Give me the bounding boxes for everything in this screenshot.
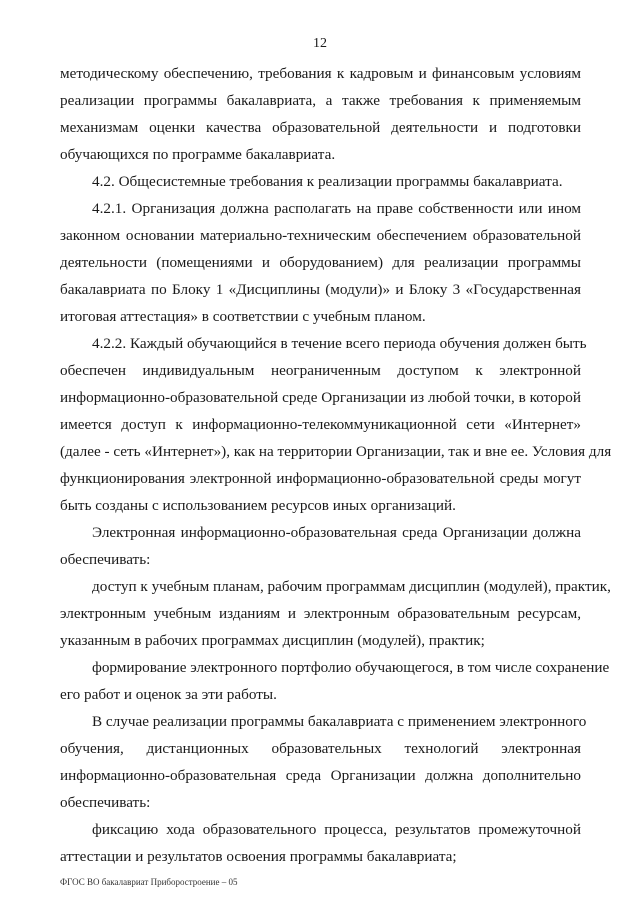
- text-line: Электронная информационно-образовательная среда Организации должна: [92, 524, 581, 541]
- text-line: быть созданы с использованием ресурсов иных организаций.: [60, 497, 456, 514]
- text-line: В случае реализации программы бакалавриата с применением электронного: [92, 713, 587, 730]
- text-line: обеспечивать:: [60, 551, 151, 568]
- text-line: обеспечивать:: [60, 794, 151, 811]
- text-line: его работ и оценок за эти работы.: [60, 686, 277, 703]
- text-line: информационно-образовательная среда Организации должна дополнительно: [60, 767, 581, 784]
- text-line: обучающихся по программе бакалавриата.: [60, 146, 336, 163]
- text-line: законном основании материально-техническим обеспечением образовательной: [60, 227, 581, 244]
- text-line: аттестации и результатов освоения программы бакалавриата;: [60, 848, 457, 865]
- text-line: обеспечен индивидуальным неограниченным доступом к электронной: [60, 362, 581, 379]
- text-line: 4.2.1. Организация должна располагать на праве собственности или ином: [92, 200, 581, 217]
- text-line: методическому обеспечению, требования к кадровым и финансовым условиям: [60, 65, 581, 82]
- text-line: (далее - сеть «Интернет»), как на территории Организации, так и вне ее. Условия для: [60, 443, 612, 460]
- text-line: итоговая аттестация» в соответствии с учебным планом.: [60, 308, 426, 325]
- section-heading: 4.2. Общесистемные требования к реализации программы бакалавриата.: [92, 173, 563, 190]
- text-line: информационно-образовательной среде Организации из любой точки, в которой: [60, 389, 581, 406]
- text-line: имеется доступ к информационно-телекоммуникационной сети «Интернет»: [60, 416, 581, 433]
- text-line: доступ к учебным планам, рабочим программам дисциплин (модулей), практик,: [92, 578, 611, 595]
- text-line: деятельности (помещениями и оборудованием) для реализации программы: [60, 254, 581, 271]
- text-line: обучения, дистанционных образовательных технологий электронная: [60, 740, 581, 757]
- text-line: функционирования электронной информационно-образовательной среды могут: [60, 470, 581, 487]
- text-line: фиксацию хода образовательного процесса, результатов промежуточной: [92, 821, 581, 838]
- text-line: электронным учебным изданиям и электронным образовательным ресурсам,: [60, 605, 581, 622]
- text-line: реализации программы бакалавриата, а также требования к применяемым: [60, 92, 581, 109]
- text-line: механизмам оценки качества образовательной деятельности и подготовки: [60, 119, 581, 136]
- page-number: 12: [313, 36, 327, 51]
- page-footer: ФГОС ВО бакалавриат Приборостроение – 05: [60, 877, 238, 887]
- text-line: 4.2.2. Каждый обучающийся в течение всего периода обучения должен быть: [92, 335, 587, 352]
- text-line: бакалавриата по Блоку 1 «Дисциплины (модули)» и Блоку 3 «Государственная: [60, 281, 581, 298]
- text-line: указанным в рабочих программах дисциплин (модулей), практик;: [60, 632, 485, 649]
- text-line: формирование электронного портфолио обучающегося, в том числе сохранение: [92, 659, 610, 676]
